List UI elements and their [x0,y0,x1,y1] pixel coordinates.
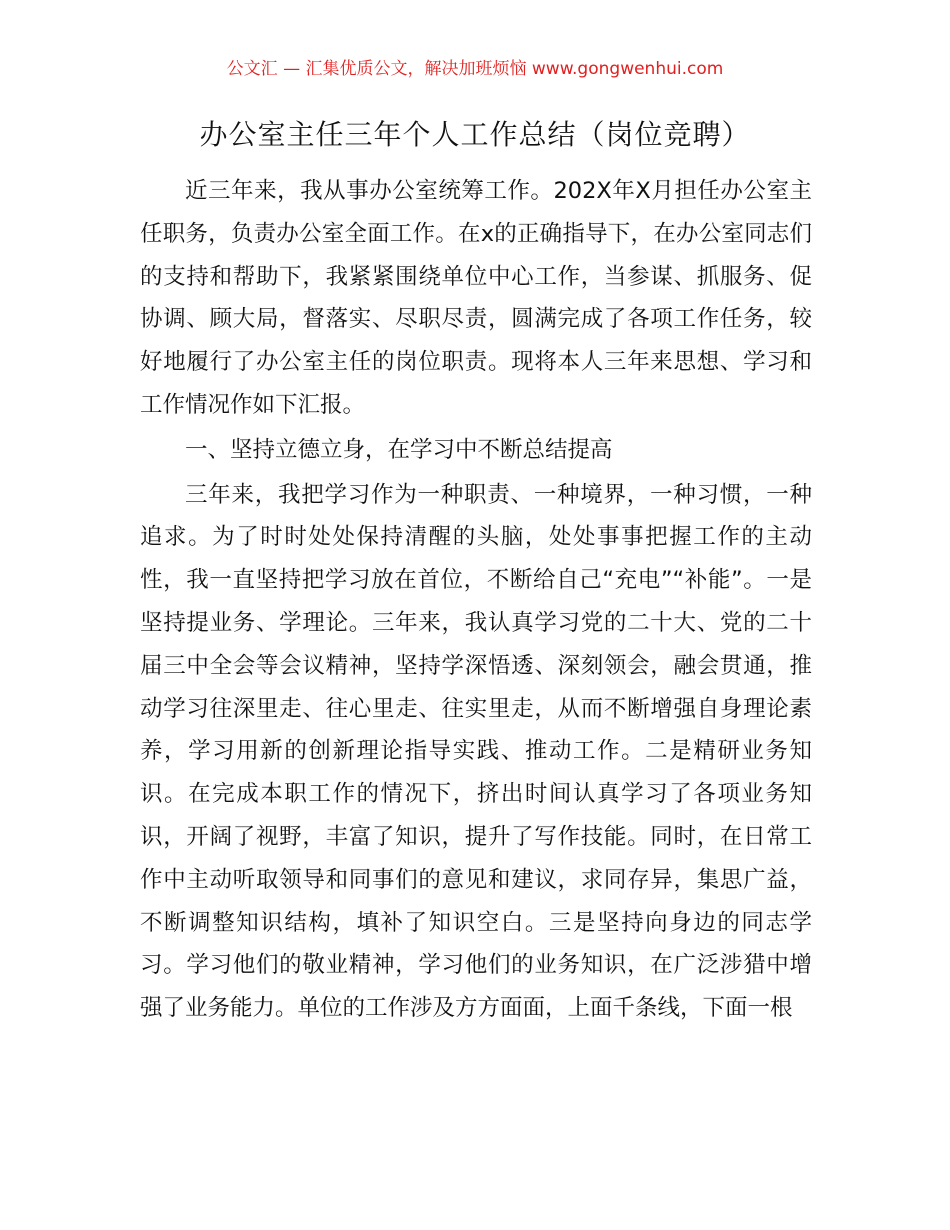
paragraph-study: 三年来，我把学习作为一种职责、一种境界，一种习惯，一种追求。为了时时处处保持清醒的头脑，处处事事把握工作的主动性，我一直坚持把学习放在首位，不断给自己“充电”“补能”。一是坚持提业务、学理论。三年来，我认真学习党的二十大、党的二十届三中全会等会议精神，坚持学深悟透、深刻领会，融会贯通，推动学习往深里走、往心里走、往实里走，从而不断增强自身理论素养，学习用新的创新理论指导实践、推动工作。二是精研业务知识。在完成本职工作的情况下，挤出时间认真学习了各项业务知识，开阔了视野，丰富了知识，提升了写作技能。同时，在日常工作中主动听取领导和同事们的意见和建议，求同存异，集思广益，不断调整知识结构，填补了知识空白。三是坚持向身边的同志学习。学习他们的敬业精神，学习他们的业务知识，在广泛涉猎中增强了业务能力。单位的工作涉及方方面面，上面千条线，下面一根 [140,481,812,1022]
paragraph-intro: 近三年来，我从事办公室统筹工作。202X年X月担任办公室主任职务，负责办公室全面工作。在x的正确指导下，在办公室同志们的支持和帮助下，我紧紧围绕单位中心工作，当参谋、抓服务、促协调、顾大局，督落实、尽职尽责，圆满完成了各项工作任务，较好地履行了办公室主任的岗位职责。现将本人三年来思想、学习和工作情况作如下汇报。 [140,178,812,418]
section-heading-1: 一、坚持立德立身，在学习中不断总结提高 [185,436,613,463]
document-body [140,170,812,1030]
site-header-banner: 公文汇 — 汇集优质公文，解决加班烦恼 www.gongwenhui.com [226,59,724,79]
document-title: 办公室主任三年个人工作总结（岗位竞聘） [199,118,751,151]
